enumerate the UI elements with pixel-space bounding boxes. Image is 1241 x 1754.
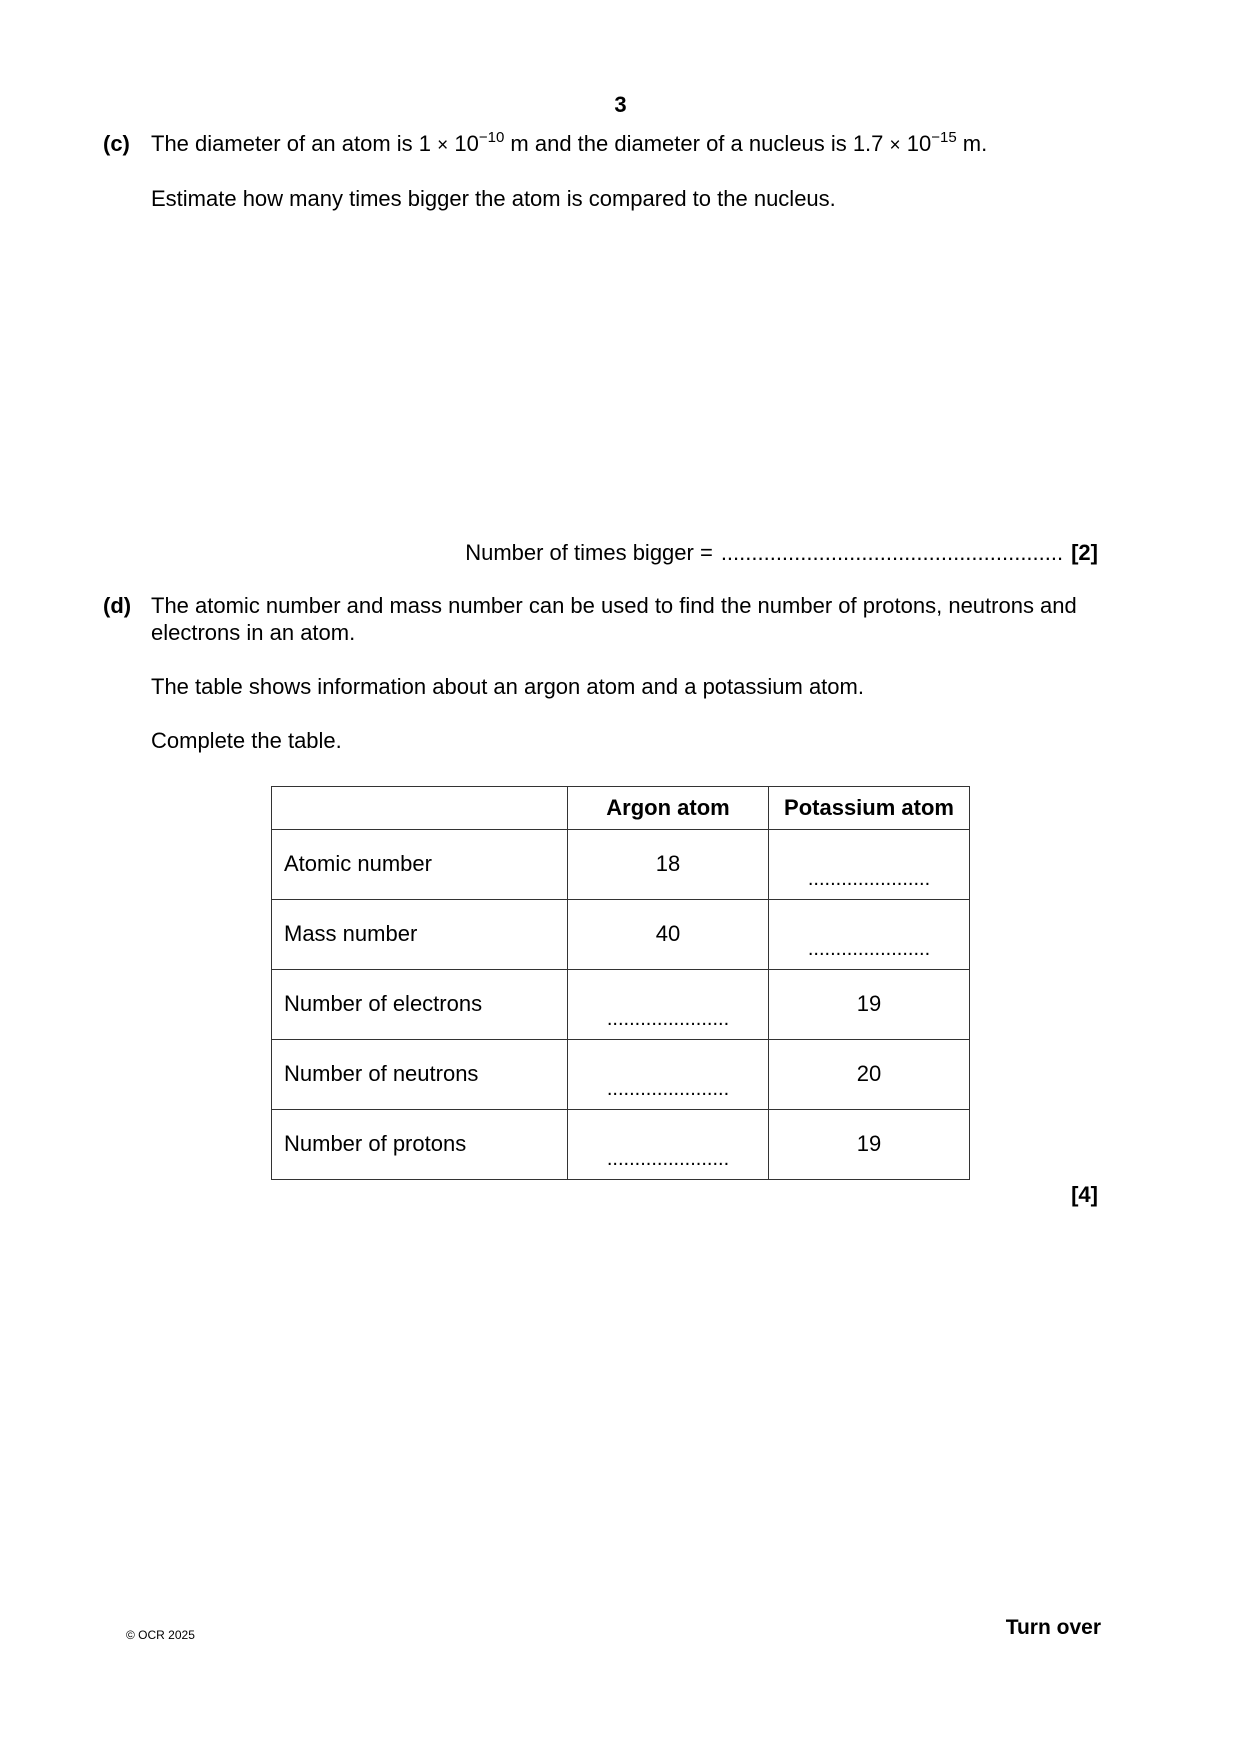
- row-label-mass-number: Mass number: [272, 900, 568, 970]
- answer-line: [465, 540, 1098, 566]
- question-c-text: [151, 131, 987, 158]
- argon-atomic-number: 18: [568, 830, 769, 900]
- table-header-potassium: Potassium atom: [769, 787, 970, 830]
- answer-label: Number of times bigger =: [465, 540, 713, 565]
- atom-table: [271, 786, 970, 1180]
- base-1: 10: [448, 131, 479, 156]
- row-label-neutrons: Number of neutrons: [272, 1040, 568, 1110]
- potassium-mass-number-cell[interactable]: [769, 900, 970, 970]
- question-d-line1: The atomic number and mass number can be used to find the number of protons, neutrons and: [151, 593, 1077, 618]
- argon-electrons-cell[interactable]: [568, 970, 769, 1040]
- times-symbol: ×: [437, 135, 449, 156]
- page-number: 3: [614, 92, 627, 117]
- answer-field[interactable]: ........................................................: [720, 540, 1064, 565]
- argon-neutrons-cell[interactable]: [568, 1040, 769, 1110]
- row-label-protons: Number of protons: [272, 1110, 568, 1180]
- question-d-instruction: Complete the table.: [151, 728, 342, 753]
- question-d-info: The table shows information about an argon atom and a potassium atom.: [151, 674, 864, 699]
- footer-copyright: © OCR 2025: [126, 1628, 195, 1642]
- question-c-instruction: Estimate how many times bigger the atom is compared to the nucleus.: [151, 186, 836, 211]
- base-2: 10: [900, 131, 932, 156]
- footer-turn-over: Turn over: [1005, 1616, 1101, 1639]
- potassium-protons: 19: [769, 1110, 970, 1180]
- answer-blank[interactable]: ......................: [606, 1078, 730, 1100]
- question-label-c: (c): [103, 131, 130, 156]
- table-row: [272, 970, 970, 1040]
- marks-d: [4]: [1071, 1182, 1098, 1207]
- answer-blank[interactable]: ......................: [606, 1148, 730, 1170]
- marks-c: [2]: [1071, 540, 1098, 565]
- argon-protons-cell[interactable]: [568, 1110, 769, 1180]
- question-c-text-part1: The diameter of an atom is 1: [151, 131, 438, 156]
- answer-blank[interactable]: ......................: [807, 868, 931, 890]
- table-row: [272, 1040, 970, 1110]
- question-c-text-part3: m.: [956, 131, 988, 156]
- answer-blank[interactable]: ......................: [807, 938, 931, 960]
- table-header-argon: Argon atom: [568, 787, 769, 830]
- table-header-row: [272, 787, 970, 830]
- answer-blank[interactable]: ......................: [606, 1008, 730, 1030]
- exponent-2: −15: [931, 129, 957, 146]
- row-label-atomic-number: Atomic number: [272, 830, 568, 900]
- potassium-neutrons: 20: [769, 1040, 970, 1110]
- table-row: [272, 900, 970, 970]
- potassium-electrons: 19: [769, 970, 970, 1040]
- question-c-text-part2: m and the diameter of a nucleus is 1.7: [504, 131, 890, 156]
- table-row: [272, 1110, 970, 1180]
- exponent-1: −10: [478, 129, 505, 146]
- times-symbol: ×: [889, 135, 901, 156]
- row-label-electrons: Number of electrons: [272, 970, 568, 1040]
- potassium-atomic-number-cell[interactable]: [769, 830, 970, 900]
- question-d-line2: electrons in an atom.: [151, 620, 356, 645]
- table-header-empty: [272, 787, 568, 830]
- question-label-d: (d): [103, 593, 132, 618]
- argon-mass-number: 40: [568, 900, 769, 970]
- table-row: [272, 830, 970, 900]
